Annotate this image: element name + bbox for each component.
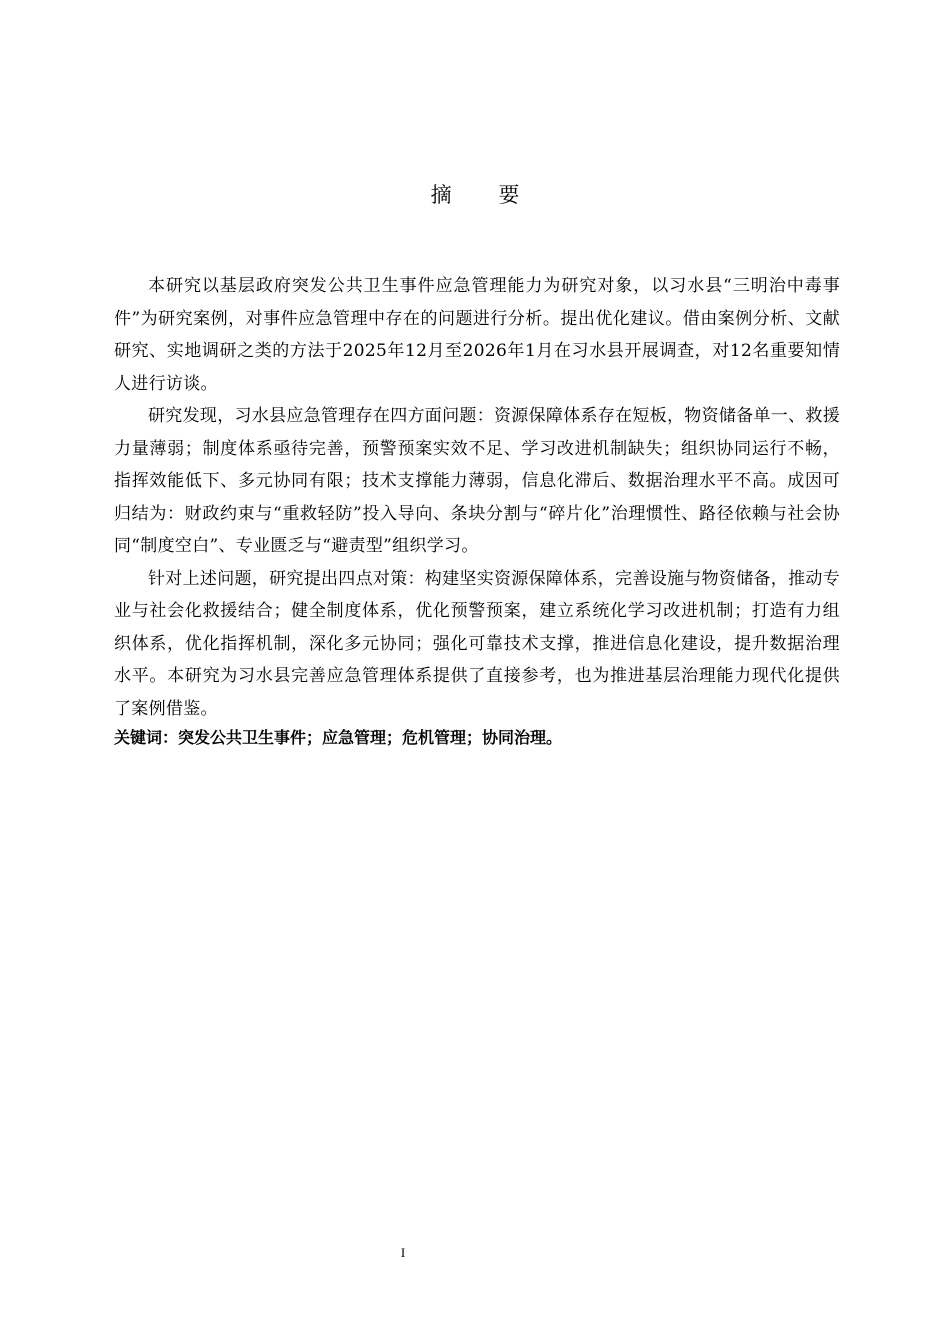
page-number: I <box>400 1245 406 1260</box>
abstract-paragraph-2: 研究发现，习水县应急管理存在四方面问题：资源保障体系存在短板，物资储备单一、救援力量薄弱；制度体系亟待完善，预警预案实效不足、学习改进机制缺失；组织协同运行不畅，指挥效能低下、多元协同有限；技术支撑能力薄弱，信息化滞后、数据治理水平不高。成因可归结为：财政约束与“重救轻防”投入导向、条块分割与“碎片化”治理惯性、路径依赖与社会协同“制度空白”、专业匮乏与“避责型”组织学习。 <box>114 406 840 556</box>
abstract-title: 摘 要 <box>430 183 540 207</box>
abstract-paragraph-3: 针对上述问题，研究提出四点对策：构建坚实资源保障体系，完善设施与物资储备，推动专业与社会化救援结合；健全制度体系，优化预警预案，建立系统化学习改进机制；打造有力组织体系，优化指挥机制，深化多元协同；强化可靠技术支撑，推进信息化建设，提升数据治理水平。本研究为习水县完善应急管理体系提供了直接参考，也为推进基层治理能力现代化提供了案例借鉴。 <box>114 568 840 719</box>
abstract-paragraph-1: 本研究以基层政府突发公共卫生事件应急管理能力为研究对象，以习水县“三明治中毒事件”为研究案例，对事件应急管理中存在的问题进行分析。提出优化建议。借由案例分析、文献研究、实地调研之类的方法于2025年12月至2026年1月在习水县开展调查，对12名重要知情人进行访谈。 <box>114 276 840 394</box>
keywords-text: 突发公共卫生事件；应急管理；危机管理；协同治理。 <box>178 728 563 747</box>
keywords-label: 关键词： <box>114 728 179 747</box>
keywords-line <box>114 725 840 751</box>
abstract-body <box>114 270 840 751</box>
